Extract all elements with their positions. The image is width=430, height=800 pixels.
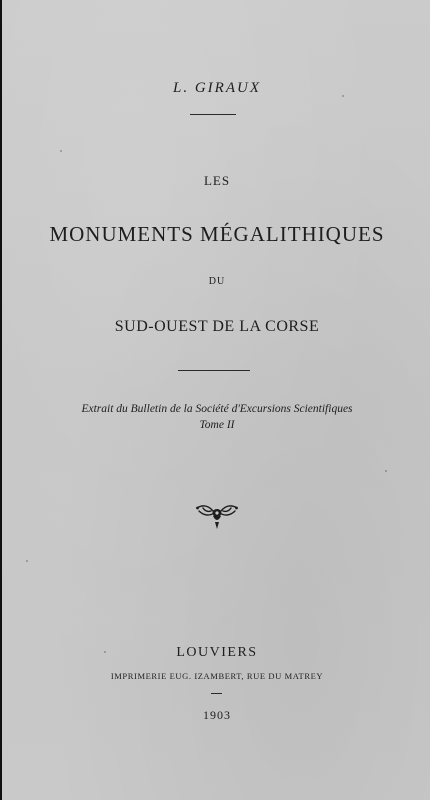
title-rule: [178, 370, 250, 371]
title-article: LES: [203, 173, 231, 188]
tome-note: Tome II: [199, 419, 235, 431]
title-preposition: DU: [208, 276, 226, 287]
fleuron-ornament-icon: [195, 502, 239, 530]
author-rule: [190, 114, 236, 115]
paper-speck: [60, 150, 62, 152]
paper-speck: [26, 560, 28, 562]
printer-address: IMPRIMERIE EUG. IZAMBERT, RUE DU MATREY: [110, 671, 324, 681]
main-title: MONUMENTS MÉGALITHIQUES: [49, 222, 385, 246]
publisher-city: LOUVIERS: [176, 645, 258, 660]
author-name: L. GIRAUX: [173, 80, 261, 96]
imprint-rule: [211, 693, 222, 694]
publication-year: 1903: [203, 708, 231, 722]
paper-speck: [385, 470, 387, 472]
extract-note: Extrait du Bulletin de la Société d'Excursions Scientifiques: [81, 403, 353, 415]
sub-title: SUD-OUEST DE LA CORSE: [114, 318, 320, 335]
